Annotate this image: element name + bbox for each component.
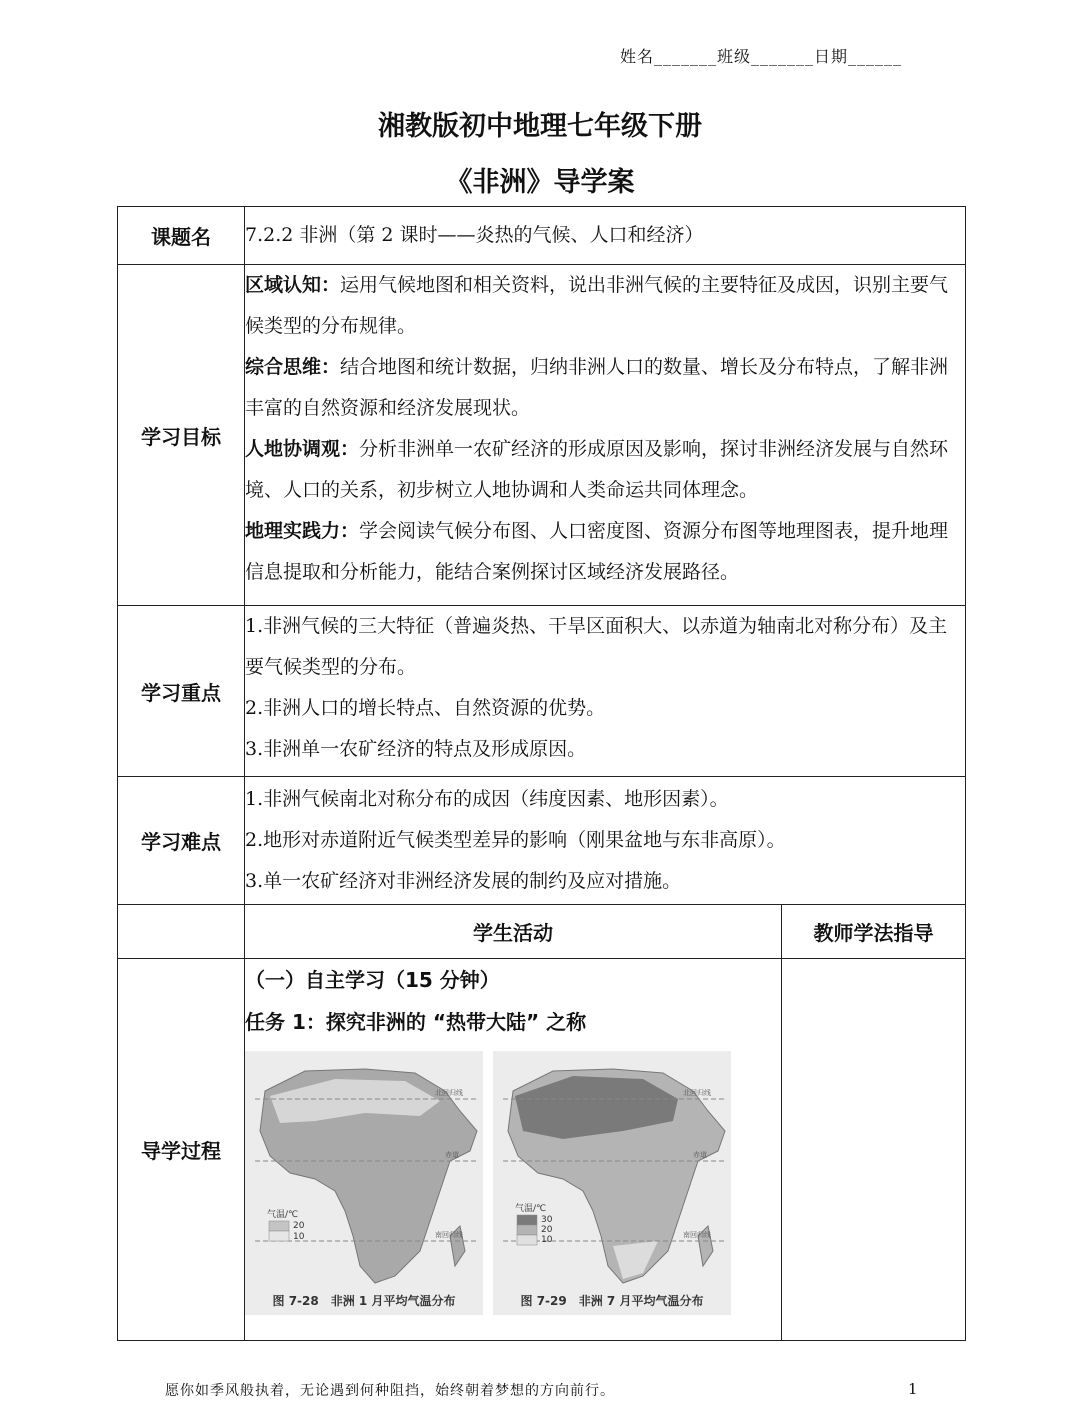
activity-header-row [118, 905, 966, 959]
footer-motto: 愿你如季风般执着，无论遇到何种阻挡，始终朝着梦想的方向前行。 [165, 1383, 615, 1399]
tropic-capricorn-label: 南回归线 [435, 1231, 463, 1239]
tropic-cancer-label: 北回归线 [683, 1089, 711, 1097]
teacher-guidance-header: 教师学法指导 [782, 905, 966, 959]
topic-label: 课题名 [118, 207, 245, 265]
goal-text: 学会阅读气候分布图、人口密度图、资源分布图等地理图表，提升地理信息提取和分析能力，能结合案例探讨区域经济发展路径。 [245, 520, 949, 583]
goals-label: 学习目标 [118, 265, 245, 606]
key-points-label: 学习重点 [118, 606, 245, 777]
difficulties-label: 学习难点 [118, 777, 245, 905]
key-points-content [245, 606, 966, 777]
goal-text: 结合地图和统计数据，归纳非洲人口的数量、增长及分布特点，了解非洲丰富的自然资源和经济发展现状。 [245, 356, 949, 419]
goal-item [245, 511, 965, 593]
tropic-cancer-label: 北回归线 [435, 1089, 463, 1097]
topic-value [245, 207, 966, 265]
africa-map-jul [493, 1051, 731, 1315]
document-subtitle: 《非洲》导学案 [445, 167, 635, 198]
page-number: 1 [908, 1380, 918, 1398]
goal-item [245, 265, 965, 347]
goal-head: 综合思维： [245, 356, 341, 378]
legend-value: 30 [541, 1215, 553, 1225]
legend-value: 20 [541, 1225, 553, 1235]
equator-label: 赤道 [693, 1151, 707, 1159]
key-point-item: 3.非洲单一农矿经济的特点及形成原因。 [245, 738, 587, 760]
map-caption: 图 7-29 非洲 7 月平均气温分布 [520, 1294, 704, 1308]
difficulty-item: 3.单一农矿经济对非洲经济发展的制约及应对措施。 [245, 870, 682, 892]
empty-header-cell [118, 905, 245, 959]
student-activity-header: 学生活动 [245, 905, 782, 959]
key-point-item: 2.非洲人口的增长特点、自然资源的优势。 [245, 697, 606, 719]
lesson-plan-table [117, 206, 966, 1341]
africa-map-jan [245, 1051, 483, 1315]
student-info-line: 姓名_______班级_______日期______ [619, 47, 902, 66]
topic-text: 7.2.2 非洲（第 2 课时——炎热的气候、人口和经济） [245, 224, 704, 246]
goal-head: 人地协调观： [245, 438, 360, 460]
goals-row [118, 265, 966, 606]
legend-title: 气温/℃ [267, 1210, 299, 1220]
tropic-capricorn-label: 南回归线 [683, 1231, 711, 1239]
legend-value: 20 [293, 1221, 305, 1231]
difficulty-item: 2.地形对赤道附近气候类型差异的影响（刚果盆地与东非高原）。 [245, 829, 786, 851]
document-title: 湘教版初中地理七年级下册 [378, 111, 702, 142]
task-heading: 任务 1：探究非洲的 “热带大陆” 之称 [245, 1010, 587, 1034]
legend-value: 10 [293, 1232, 305, 1242]
goal-text: 分析非洲单一农矿经济的形成原因及影响，探讨非洲经济发展与自然环境、人口的关系，初步树立人地协调和人类命运共同体理念。 [245, 438, 949, 501]
teacher-guidance-cell [782, 959, 966, 1341]
legend-value: 10 [541, 1235, 553, 1245]
difficulties-row [118, 777, 966, 905]
difficulty-item: 1.非洲气候南北对称分布的成因（纬度因素、地形因素）。 [245, 788, 729, 810]
goal-item [245, 347, 965, 429]
equator-label: 赤道 [445, 1151, 459, 1159]
key-points-row [118, 606, 966, 777]
map-july-temperature [493, 1051, 731, 1315]
process-row [118, 959, 966, 1341]
process-label: 导学过程 [118, 959, 245, 1341]
map-january-temperature [245, 1051, 483, 1315]
goal-head: 区域认知： [245, 274, 341, 296]
map-figures [245, 1051, 781, 1315]
section-heading: （一）自主学习（15 分钟） [245, 968, 500, 992]
goal-item [245, 429, 965, 511]
map-caption: 图 7-28 非洲 1 月平均气温分布 [272, 1294, 456, 1308]
key-point-item: 1.非洲气候的三大特征（普遍炎热、干旱区面积大、以赤道为轴南北对称分布）及主要气候类型的分布。 [245, 615, 948, 678]
goal-head: 地理实践力： [245, 520, 360, 542]
difficulties-content [245, 777, 966, 905]
goals-content [245, 265, 966, 606]
goal-text: 运用气候地图和相关资料，说出非洲气候的主要特征及成因，识别主要气候类型的分布规律。 [245, 274, 949, 337]
topic-row [118, 207, 966, 265]
legend-title: 气温/℃ [515, 1204, 547, 1214]
process-content [245, 959, 782, 1341]
